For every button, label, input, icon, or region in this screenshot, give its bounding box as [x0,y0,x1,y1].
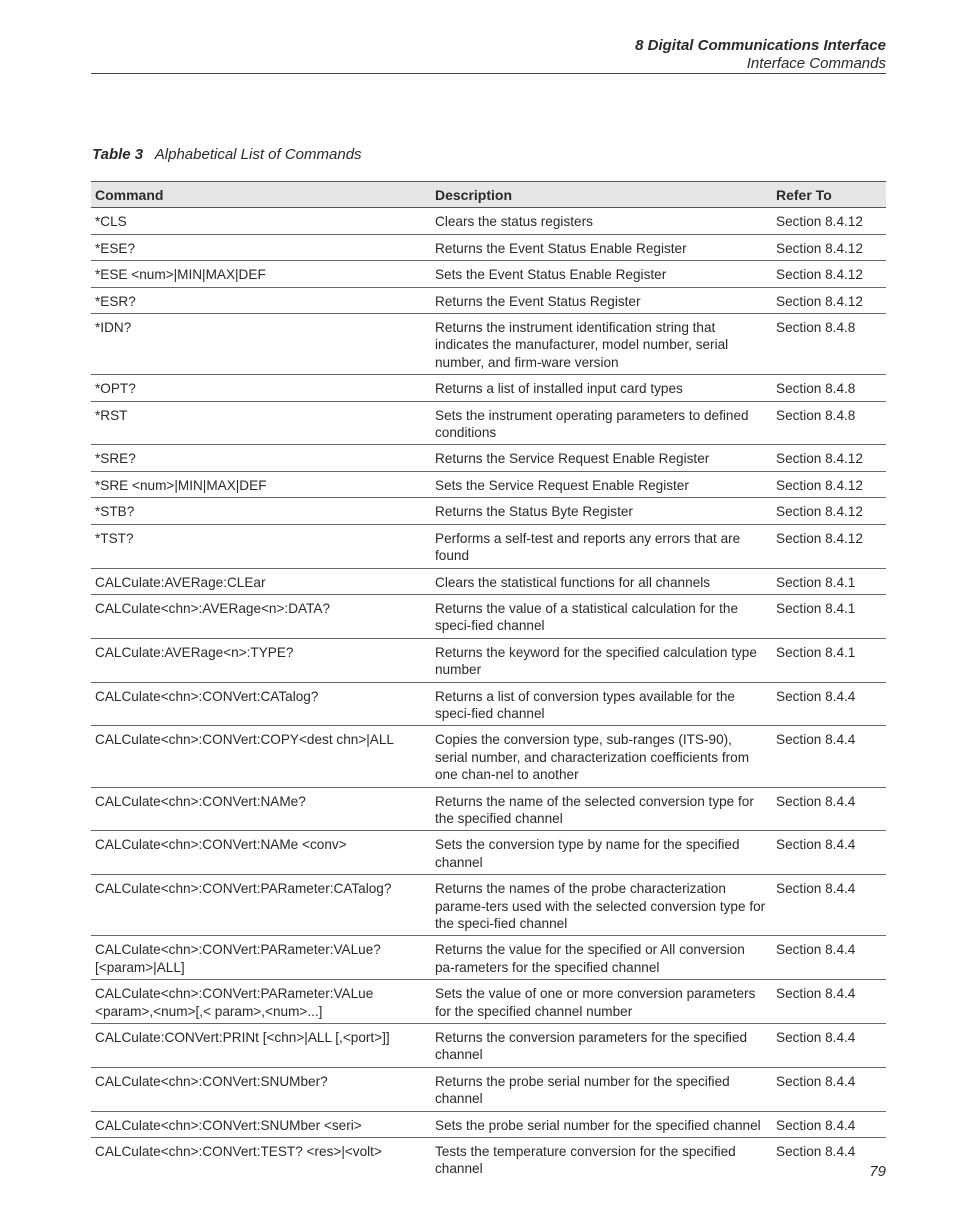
table-row [91,726,886,787]
command-cell: *IDN? [91,314,431,375]
table-row [91,1024,886,1068]
refer-to-cell: Section 8.4.4 [772,1067,886,1111]
description-cell: Returns the probe serial number for the specified channel [431,1067,772,1111]
description-cell: Returns the name of the selected conversion type for the specified channel [431,787,772,831]
description-cell: Returns the Event Status Enable Register [431,234,772,260]
description-cell: Returns the names of the probe characterization parame-ters used with the selected conversion type for the speci-fied channel [431,875,772,936]
description-cell: Sets the probe serial number for the specified channel [431,1111,772,1137]
description-cell: Returns the keyword for the specified calculation type number [431,638,772,682]
table-row [91,875,886,936]
description-cell: Sets the Event Status Enable Register [431,261,772,287]
description-cell: Sets the value of one or more conversion parameters for the specified channel number [431,980,772,1024]
command-cell: CALCulate<chn>:CONVert:SNUMber? [91,1067,431,1111]
table-number: Table 3 [92,146,144,163]
table-row [91,980,886,1024]
refer-to-cell: Section 8.4.4 [772,682,886,726]
description-cell: Returns a list of installed input card types [431,375,772,401]
table-row [91,314,886,375]
refer-to-cell: Section 8.4.4 [772,1111,886,1137]
description-cell: Clears the status registers [431,208,772,234]
command-cell: *ESE? [91,234,431,260]
command-cell: CALCulate<chn>:CONVert:COPY<dest chn>|ALL [91,726,431,787]
refer-to-cell: Section 8.4.12 [772,524,886,568]
command-cell: CALCulate<chn>:CONVert:NAMe <conv> [91,831,431,875]
table-row [91,208,886,234]
refer-to-cell: Section 8.4.1 [772,638,886,682]
refer-to-cell: Section 8.4.12 [772,234,886,260]
description-cell: Clears the statistical functions for all channels [431,568,772,594]
description-cell: Sets the conversion type by name for the specified channel [431,831,772,875]
command-cell: CALCulate:AVERage:CLEar [91,568,431,594]
refer-to-cell: Section 8.4.12 [772,471,886,497]
table-row [91,1067,886,1111]
description-cell: Tests the temperature conversion for the specified channel [435,1144,736,1177]
table-row [91,831,886,875]
section-title: Interface Commands [746,55,886,72]
description-cell: Returns the conversion parameters for the specified channel [431,1024,772,1068]
command-cell: CALCulate:AVERage<n>:TYPE? [91,638,431,682]
command-cell: *STB? [91,498,431,524]
table-row [91,936,886,980]
table-row [91,524,886,568]
description-cell: Returns the value for the specified or All conversion pa-rameters for the specified channel [431,936,772,980]
description-cell: Copies the conversion type, sub-ranges (ITS-90), serial number, and characterization coefficients from one chan-nel to another [431,726,772,787]
column-header-command: Command [91,182,431,208]
chapter-title: 8 Digital Communications Interface [635,37,886,54]
refer-to-cell: Section 8.4.8 [772,314,886,375]
table-body [91,208,886,1181]
table-row [91,471,886,497]
command-cell: CALCulate:CONVert:PRINt [<chn>|ALL [,<port>]] [91,1024,431,1068]
running-header [635,37,886,73]
description-cell: Returns the Service Request Enable Register [431,445,772,471]
description-cell: Sets the instrument operating parameters to defined conditions [431,401,772,445]
command-cell: *SRE? [91,445,431,471]
table-row [91,568,886,594]
table-row [91,375,886,401]
description-cell: Returns the instrument identification string that indicates the manufacturer, model number, serial number, and firm-ware version [431,314,772,375]
command-cell: *SRE <num>|MIN|MAX|DEF [91,471,431,497]
refer-to-cell: Section 8.4.1 [772,568,886,594]
refer-to-cell: Section 8.4.8 [772,375,886,401]
refer-to-cell: Section 8.4.4 [776,1144,856,1160]
table-row [91,682,886,726]
page-number: 79 [869,1163,886,1180]
description-cell: Performs a self-test and reports any errors that are found [431,524,772,568]
table-title: Alphabetical List of Commands [154,146,362,163]
command-cell: CALCulate<chn>:CONVert:SNUMber <seri> [91,1111,431,1137]
refer-to-cell: Section 8.4.4 [772,787,886,831]
refer-to-cell: Section 8.4.4 [772,1024,886,1068]
command-cell: *ESR? [91,287,431,313]
refer-to-cell: Section 8.4.4 [772,980,886,1024]
command-cell: CALCulate<chn>:CONVert:NAMe? [91,787,431,831]
refer-to-cell: Section 8.4.4 [772,875,886,936]
header-divider [91,73,886,74]
refer-to-cell: Section 8.4.4 [772,831,886,875]
command-cell: CALCulate<chn>:CONVert:PARameter:CATalog? [91,875,431,936]
table-row [91,234,886,260]
table-caption [92,146,362,163]
table-row [91,787,886,831]
table-row [91,498,886,524]
column-header-refer-to: Refer To [772,182,886,208]
column-header-description: Description [431,182,772,208]
refer-to-cell: Section 8.4.1 [772,594,886,638]
refer-to-cell: Section 8.4.12 [772,287,886,313]
refer-to-cell: Section 8.4.8 [772,401,886,445]
commands-table [91,181,886,1181]
table-row [91,1111,886,1137]
command-cell: *CLS [91,208,431,234]
table-row [91,287,886,313]
table-row [91,445,886,471]
description-cell: Returns the Status Byte Register [431,498,772,524]
table-header-row [91,182,886,208]
command-cell: *OPT? [91,375,431,401]
refer-to-cell: Section 8.4.12 [772,498,886,524]
table-row [91,594,886,638]
description-cell: Returns the Event Status Register [431,287,772,313]
table-row [91,638,886,682]
command-cell: CALCulate<chn>:CONVert:PARameter:VALue? [<param>|ALL] [91,936,431,980]
command-cell: CALCulate<chn>:CONVert:PARameter:VALue <param>,<num>[,< param>,<num>...] [91,980,431,1024]
description-cell: Returns a list of conversion types available for the speci-fied channel [431,682,772,726]
refer-to-cell: Section 8.4.12 [772,261,886,287]
command-cell: CALCulate<chn>:AVERage<n>:DATA? [91,594,431,638]
refer-to-cell: Section 8.4.12 [772,445,886,471]
description-cell: Returns the value of a statistical calculation for the speci-fied channel [431,594,772,638]
table-row [91,261,886,287]
table-row [91,401,886,445]
command-cell: CALCulate<chn>:CONVert:CATalog? [91,682,431,726]
description-cell: Sets the Service Request Enable Register [431,471,772,497]
command-cell: *RST [91,401,431,445]
command-cell: *ESE <num>|MIN|MAX|DEF [91,261,431,287]
refer-to-cell: Section 8.4.4 [772,726,886,787]
command-cell: *TST? [91,524,431,568]
refer-to-cell: Section 8.4.4 [772,936,886,980]
refer-to-cell: Section 8.4.12 [772,208,886,234]
table-row [91,1138,886,1181]
command-cell: CALCulate<chn>:CONVert:TEST? <res>|<volt> [95,1144,382,1160]
